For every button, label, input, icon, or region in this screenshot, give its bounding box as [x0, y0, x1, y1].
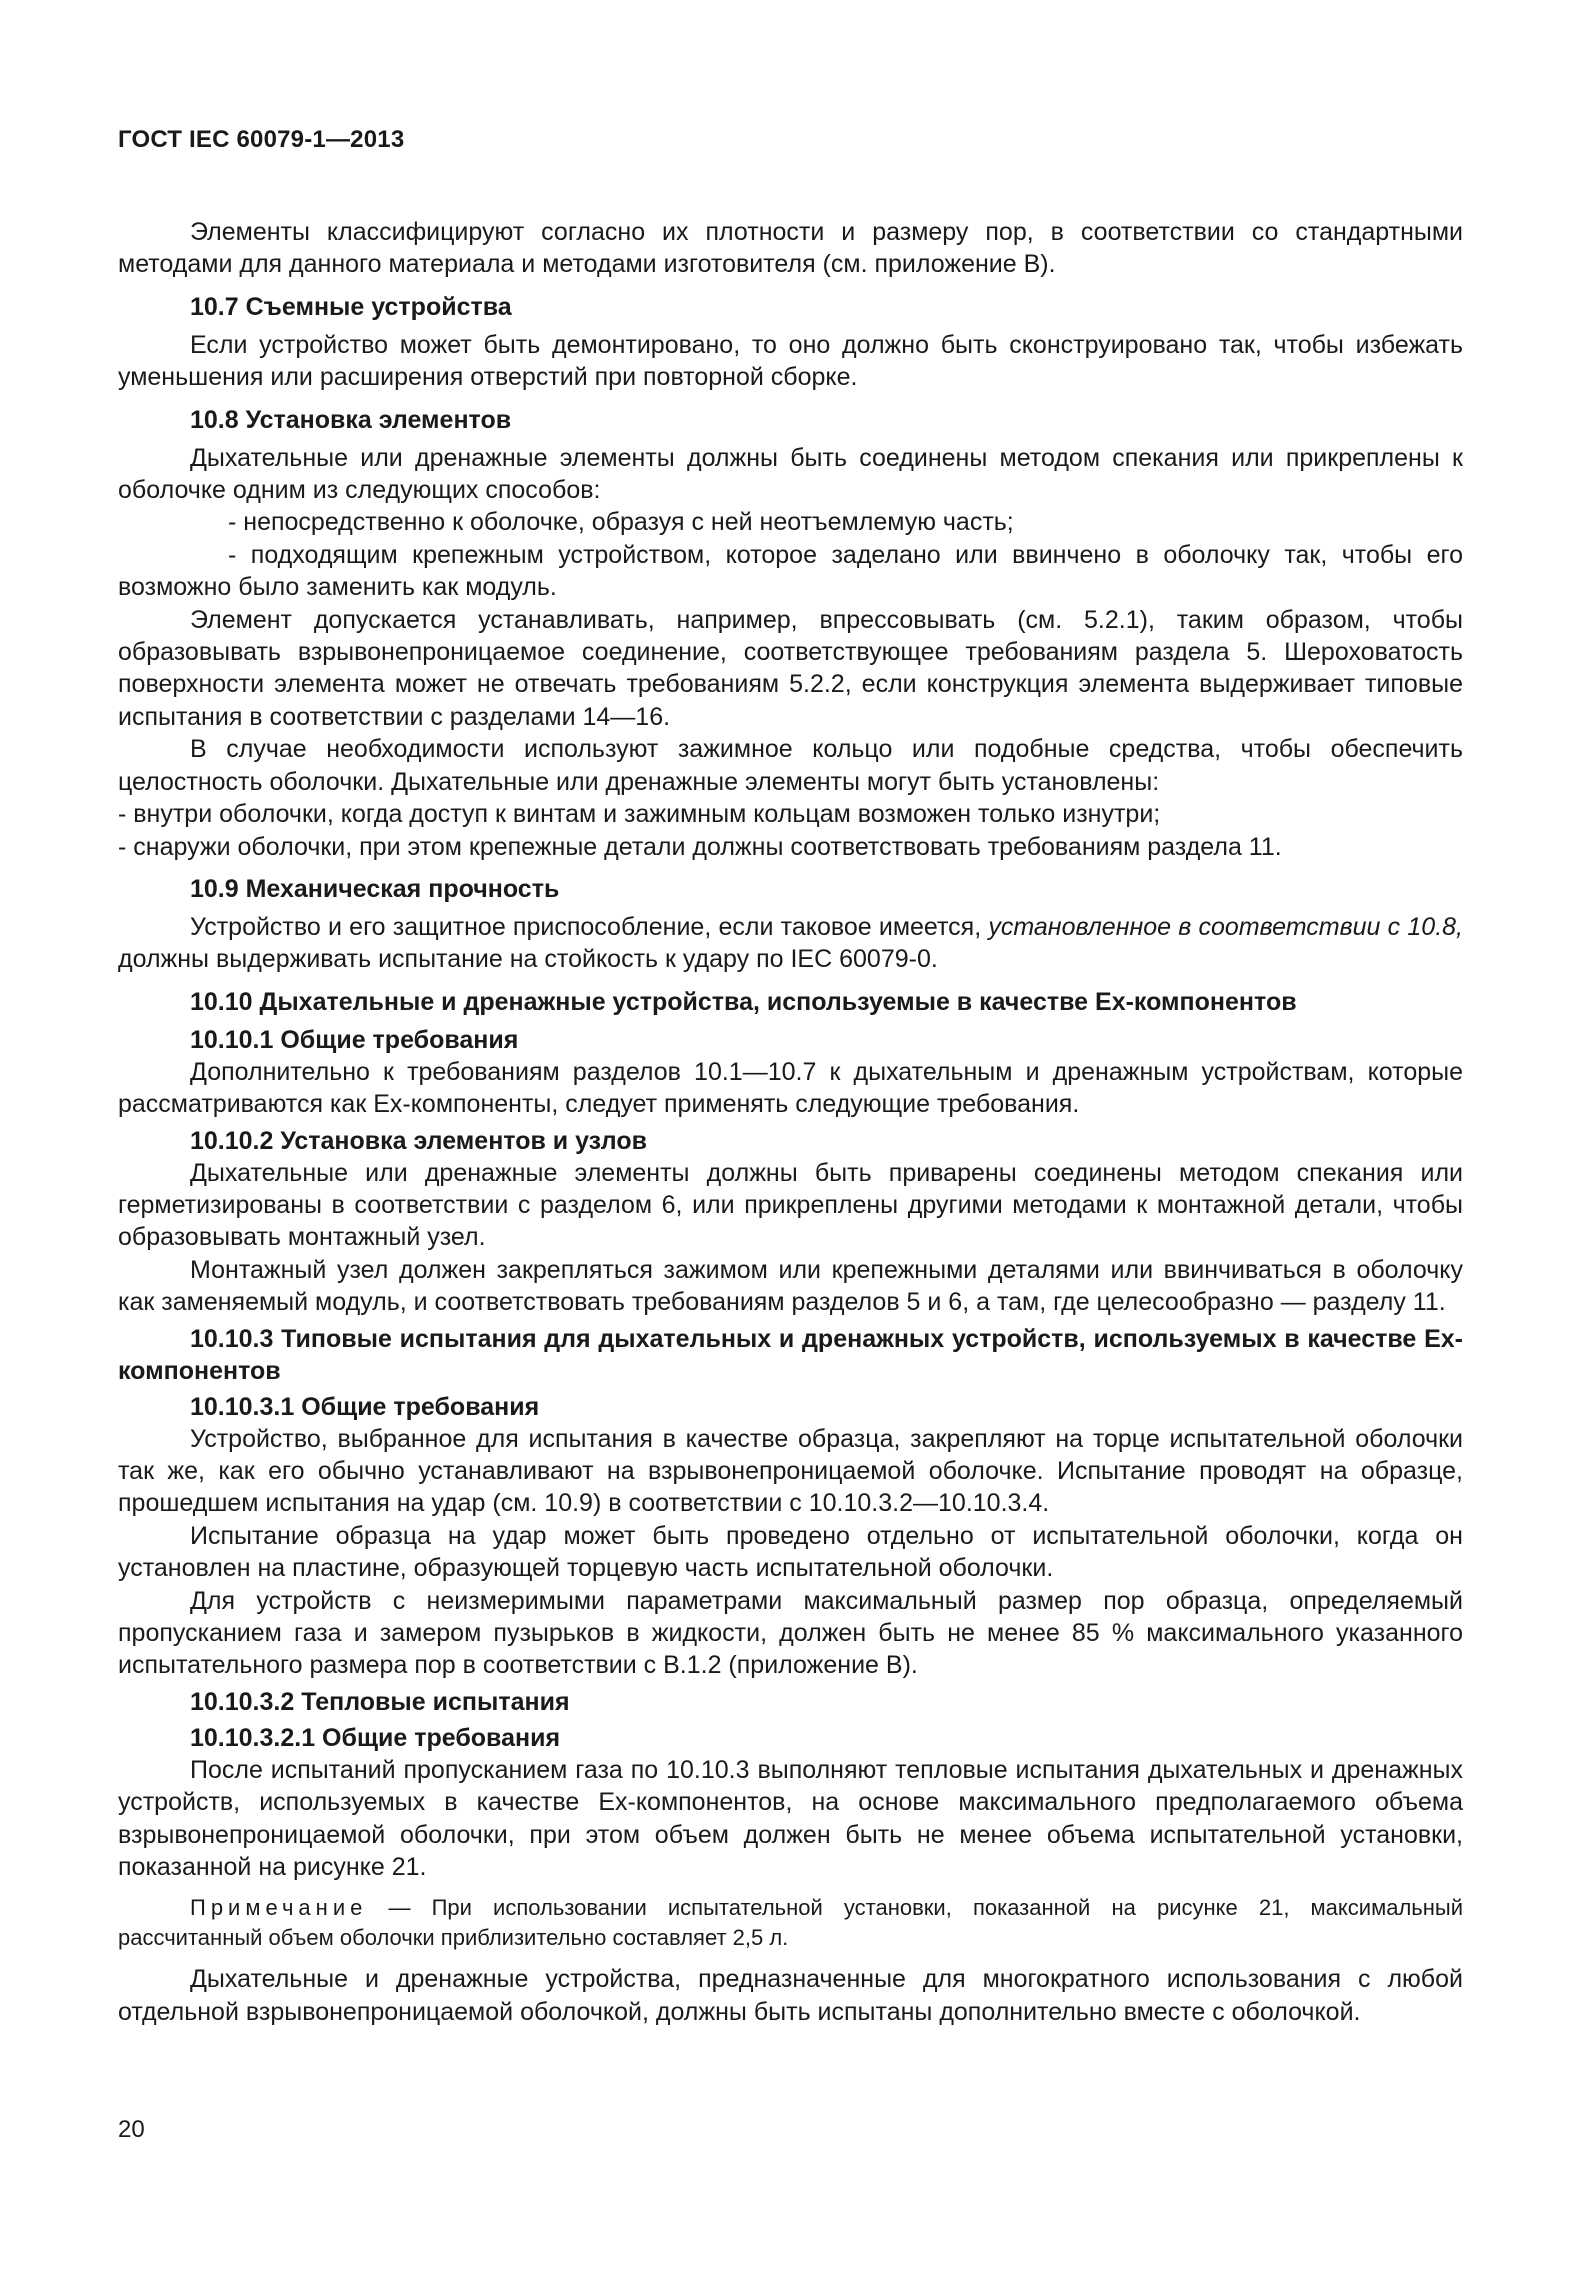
paragraph-10-8-1: Дыхательные или дренажные элементы должны быть соединены методом спекания или прикреплены к оболочке одним из следующих способов:	[118, 443, 1463, 505]
page-number: 20	[118, 2116, 145, 2143]
paragraph-10-10-2-2: Монтажный узел должен закрепляться зажимом или крепежными деталями или ввинчиваться в оболочку как заменяемый модуль, и соответствовать требованиям разделов 5 и 6, а там, где целесообразно — разделу 11.	[118, 1255, 1463, 1317]
paragraph-10-10-3-1-1: Устройство, выбранное для испытания в качестве образца, закрепляют на торце испытательной оболочки так же, как его обычно устанавливают на взрывонепроницаемой оболочке. Испытание проводят на образце, прошедшем испытания на удар (см. 10.9) в соответствии с 10.10.3.2—10.10.3.4.	[118, 1424, 1463, 1518]
list-item-10-8-a: - непосредственно к оболочке, образуя с ней неотъемлемую часть;	[228, 508, 1014, 537]
paragraph-10-9-part-b: должны выдерживать испытание на стойкость к удару по IEC 60079-0.	[118, 945, 938, 974]
heading-10-10-3-1: 10.10.3.1 Общие требования	[190, 1392, 540, 1421]
list-item-10-8-b: - подходящим крепежным устройством, которое заделано или ввинчено в оболочку так, чтобы его возможно было заменить как модуль.	[118, 540, 1463, 602]
note	[118, 1893, 1463, 1953]
paragraph-10-10-3-1-3: Для устройств с неизмеримыми параметрами максимальный размер пор образца, определяемый пропусканием газа и замером пузырьков в жидкости, должен быть не менее 85 % максимального указанного испытательного размера пор в соответствии с В.1.2 (приложение В).	[118, 1586, 1463, 1680]
paragraph-10-7: Если устройство может быть демонтировано, то оно должно быть сконструировано так, чтобы избежать уменьшения или расширения отверстий при повторной сборке.	[118, 330, 1463, 392]
heading-10-10-3-2: 10.10.3.2 Тепловые испытания	[190, 1687, 570, 1716]
paragraph-10-10-1: Дополнительно к требованиям разделов 10.1—10.7 к дыхательным и дренажным устройствам, которые рассматриваются как Ex-компоненты, следует применять следующие требования.	[118, 1057, 1463, 1119]
paragraph-10-8-5: В случае необходимости используют зажимное кольцо или подобные средства, чтобы обеспечить целостность оболочки. Дыхательные или дренажные элементы могут быть установлены:	[118, 735, 1463, 796]
heading-10-10: 10.10 Дыхательные и дренажные устройства, используемые в качестве Ex-компонентов	[190, 987, 1297, 1016]
heading-10-9: 10.9 Механическая прочность	[190, 874, 560, 903]
paragraph-10-9-italic: установленное в соответствии с 10.8,	[988, 912, 1463, 941]
paragraph-10-9	[118, 911, 1463, 976]
heading-10-10-1: 10.10.1 Общие требования	[190, 1025, 519, 1054]
list-item-10-8-d: - снаружи оболочки, при этом крепежные детали должны соответствовать требованиям раздела 11.	[118, 832, 1282, 861]
paragraph-10-9-part-a: Устройство и его защитное приспособление, если таковое имеется,	[190, 912, 989, 941]
document-header: ГОСТ IEC 60079-1—2013	[118, 126, 405, 153]
note-label: Примечание	[190, 1895, 368, 1921]
list-item-10-8-c: - внутри оболочки, когда доступ к винтам и зажимным кольцам возможен только изнутри;	[118, 800, 1161, 829]
paragraph-10-10-3-1-2: Испытание образца на удар может быть проведено отдельно от испытательной оболочки, когда он установлен на пластине, образующей торцевую часть испытательной оболочки.	[118, 1521, 1463, 1583]
note-text: — При использовании испытательной установки, показанной на рисунке 21, максимальный рассчитанный объем оболочки приблизительно составляет 2,5 л.	[118, 1895, 1463, 1951]
heading-10-8: 10.8 Установка элементов	[190, 405, 512, 434]
heading-10-10-2: 10.10.2 Установка элементов и узлов	[190, 1126, 647, 1155]
heading-10-10-3-2-1: 10.10.3.2.1 Общие требования	[190, 1723, 561, 1752]
paragraph-10-8-4: Элемент допускается устанавливать, например, впрессовывать (см. 5.2.1), таким образом, чтобы образовывать взрывонепроницаемое соединение, соответствующее требованиям раздела 5. Шероховатость поверхности элемента может не отвечать требованиям 5.2.2, если конструкция элемента выдерживает типовые испытания в соответствии с разделами 14—16.	[118, 605, 1463, 731]
paragraph-10-10-3-2-1: После испытаний пропусканием газа по 10.10.3 выполняют тепловые испытания дыхательных и дренажных устройств, используемых в качестве Ex-компонентов, на основе максимального предполагаемого объема взрывонепроницаемой оболочки, при этом объем должен быть не менее объема испытательной установки, показанной на рисунке 21.	[118, 1755, 1463, 1882]
paragraph-10-10-2-1: Дыхательные или дренажные элементы должны быть приварены соединены методом спекания или герметизированы в соответствии с разделом 6, или прикреплены другими методами к монтажной детали, чтобы образовывать монтажный узел.	[118, 1158, 1463, 1252]
paragraph-intro: Элементы классифицируют согласно их плотности и размеру пор, в соответствии со стандартными методами для данного материала и методами изготовителя (см. приложение В).	[118, 218, 1463, 279]
document-body	[118, 216, 1463, 2028]
heading-10-10-3: 10.10.3 Типовые испытания для дыхательных и дренажных устройств, используемых в качестве Ex-компонентов	[118, 1324, 1463, 1385]
heading-10-7: 10.7 Съемные устройства	[190, 292, 512, 321]
paragraph-final: Дыхательные и дренажные устройства, предназначенные для многократного использования с любой отдельной взрывонепроницаемой оболочкой, должны быть испытаны дополнительно вместе с оболочкой.	[118, 1965, 1463, 2026]
